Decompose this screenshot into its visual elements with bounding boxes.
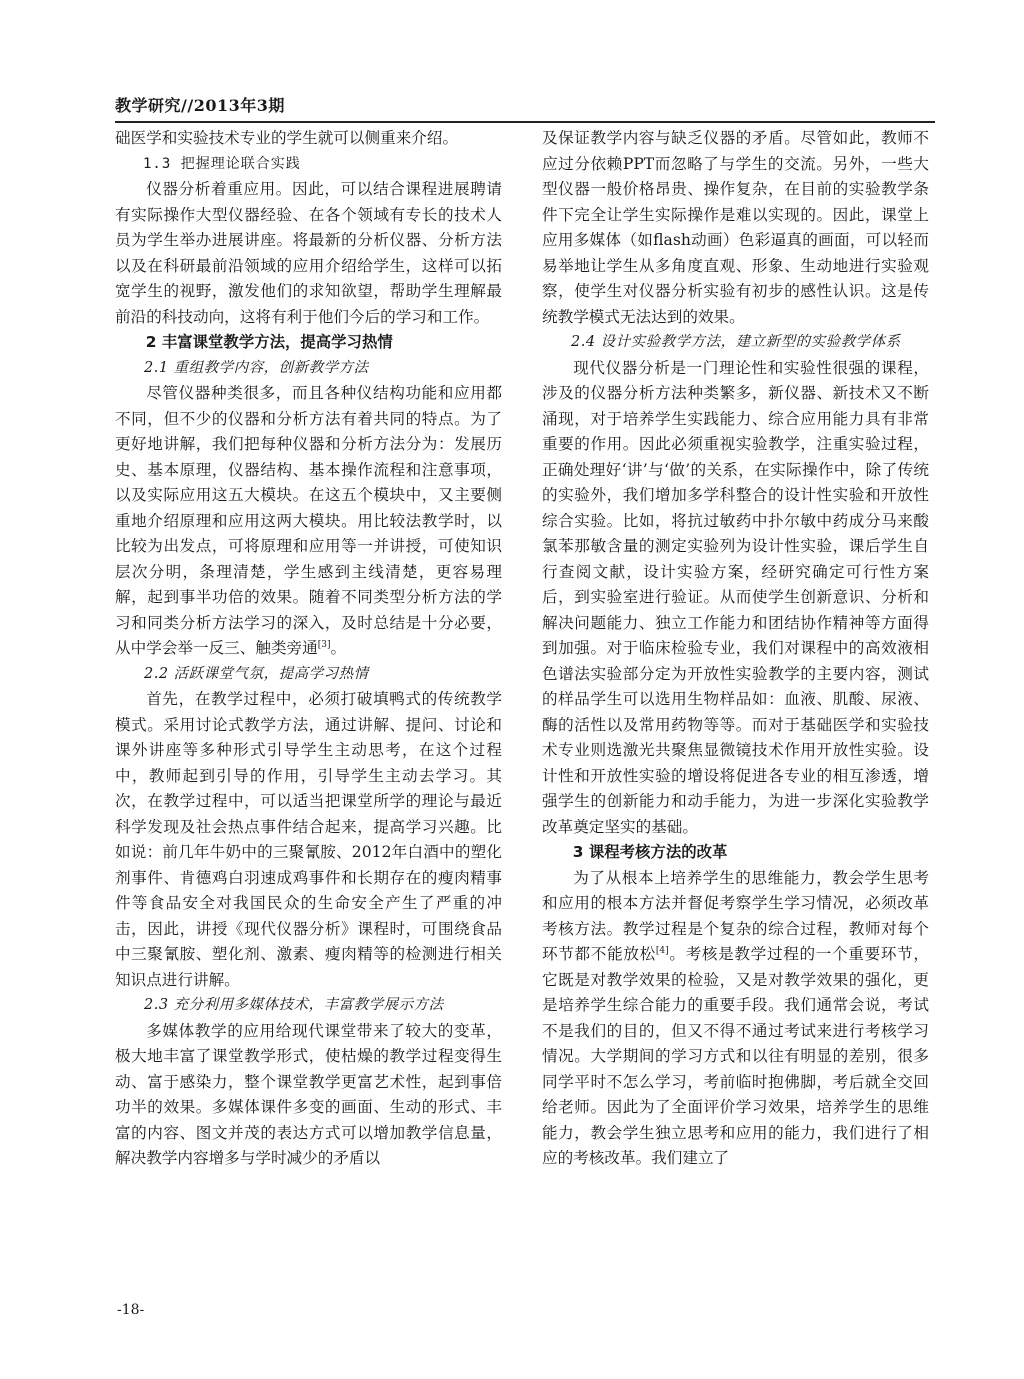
subsection-heading (115, 152, 502, 178)
paragraph-text: 1.3 把握理论联合实践 (143, 155, 301, 172)
paragraph (115, 687, 502, 993)
paragraph (115, 381, 502, 662)
left-column (115, 126, 502, 1172)
paragraph (542, 866, 929, 1172)
subsection-heading (115, 356, 502, 382)
paragraph-text: 仪器分析着重应用。因此，可以结合课程进展聘请有实际操作大型仪器经验、在各个领域有专长的技术人员为学生举办进展讲座。将最新的分析仪器、分析方法以及在科研最前沿领域的应用介绍给学生，这样可以拓宽学生的视野，激发他们的求知欲望，帮助学生理解最前沿的科技动向，这将有利于他们今后的学习和工作。 (115, 180, 502, 326)
subsection-heading (115, 662, 502, 688)
paragraph-text: 2.2 活跃课堂气氛，提高学习热情 (144, 665, 369, 682)
paragraph-text: 2.3 充分利用多媒体技术，丰富教学展示方法 (144, 997, 444, 1013)
paragraph-text: 尽管仪器种类很多，而且各种仪结构功能和应用都不同，但不少的仪器和分析方法有着共同的特点。为了更好地讲解，我们把每种仪器和分析方法分为：发展历史、基本原理，仪器结构、基本操作流程和注意事项，以及实际应用这五大模块。在这五个模块中，又主要侧重地介绍原理和应用这两大模块。用比较法教学时，以比较为出发点，可将原理和应用等一并讲授，可使知识层次分明，条理清楚，学生感到主线清楚，更容易理解，起到事半功倍的效果。随着不同类型分析方法的学习和同类分析方法学习的深入，及时总结是十分必要，从中学会举一反三、触类旁通 (115, 384, 502, 657)
paragraph (115, 1019, 502, 1172)
citation-marker: [3] (317, 639, 331, 650)
section-heading (115, 330, 502, 356)
paragraph-text: 及保证教学内容与缺乏仪器的矛盾。尽管如此，教师不应过分依赖PPT而忽略了与学生的交流。另外，一些大型仪器一般价格昂贵、操作复杂，在目前的实验教学条件下完全让学生实际操作是难以实现的。因此，课堂上应用多媒体（如flash动画）色彩逼真的画面，可以轻而易举地让学生从多角度直观、形象、生动地进行实验观察，使学生对仪器分析实验有初步的感性认识。这是传统教学模式无法达到的效果。 (542, 129, 929, 326)
paragraph-text: 础医学和实验技术专业的学生就可以侧重来介绍。 (115, 129, 459, 147)
subsection-heading (542, 330, 929, 356)
paragraph-text: 。考核是教学过程的一个重要环节，它既是对教学效果的检验，又是对教学效果的强化，更是培养学生综合能力的重要手段。我们通常会说，考试不是我们的目的，但又不得不通过考试来进行考核学习情况。大学期间的学习方式和以往有明显的差别，很多同学平时不怎么学习，考前临时抱佛脚，考后就全交回给老师。因此为了全面评价学习效果，培养学生的思维能力，教会学生独立思考和应用的能力，我们进行了相应的考核改革。我们建立了 (542, 945, 929, 1167)
citation-marker: [4] (655, 945, 669, 956)
section-heading (542, 840, 929, 866)
paragraph (115, 126, 502, 152)
paragraph-text: 多媒体教学的应用给现代课堂带来了较大的变革，极大地丰富了课堂教学形式，使枯燥的教学过程变得生动、富于感染力，整个课堂教学更富艺术性，起到事倍功半的效果。多媒体课件多变的画面、生动的形式、丰富的内容、图文并茂的表达方式可以增加教学信息量，解决教学内容增多与学时减少的矛盾以 (115, 1021, 502, 1167)
paragraph-text: 2.4 设计实验教学方法，建立新型的实验教学体系 (571, 334, 901, 350)
page-number: -18- (117, 1302, 145, 1318)
paragraph-text: 现代仪器分析是一门理论性和实验性很强的课程，涉及的仪器分析方法种类繁多，新仪器、新技术又不断涌现，对于培养学生实践能力、综合应用能力具有非常重要的作用。因此必须重视实验教学，注重实验过程，正确处理好‘讲’与‘做’的关系，在实际操作中，除了传统的实验外，我们增加多学科整合的设计性实验和开放性综合实验。比如，将抗过敏药中扑尔敏中药成分马来酸氯苯那敏含量的测定实验列为设计性实验，课后学生自行查阅文献，设计实验方案，经研究确定可行性方案后，到实验室进行验证。从而使学生创新意识、分析和解决问题能力、独立工作能力和团结协作精神等方面得到加强。对于临床检验专业，我们对课程中的高效液相色谱法实验部分定为开放性实验教学的主要内容，测试的样品学生可以选用生物样品如：血液、肌酸、尿液、酶的活性以及常用药物等等。而对于基础医学和实验技术专业则选激光共聚焦显微镜技术作用开放性实验。设计性和开放性实验的增设将促进各专业的相互渗透，增强学生的创新能力和动手能力，为进一步深化实验教学改革奠定坚实的基础。 (542, 358, 929, 836)
paragraph (542, 126, 929, 330)
paragraph-text: 3 课程考核方法的改革 (572, 843, 728, 861)
running-header (115, 93, 935, 119)
subsection-heading (115, 993, 502, 1019)
paragraph-text: 2 丰富课堂教学方法，提高学习热情 (145, 333, 393, 351)
paragraph-text: 。 (330, 639, 347, 657)
header-rule (115, 121, 935, 123)
journal-issue: 教学研究//2013年3期 (115, 96, 285, 115)
paragraph-text: 2.1 重组教学内容，创新教学方法 (144, 359, 369, 376)
paragraph-text: 首先，在教学过程中，必须打破填鸭式的传统教学模式。采用讨论式教学方法，通过讲解、提问、讨论和课外讲座等多种形式引导学生主动思考，在这个过程中，教师起到引导的作用，引导学生主动去学习。其次，在教学过程中，可以适当把课堂所学的理论与最近科学发现及社会热点事件结合起来，提高学习兴趣。比如说：前几年牛奶中的三聚氰胺、2012年白酒中的塑化剂事件、肯德鸡白羽速成鸡事件和长期存在的瘦肉精事件等食品安全对我国民众的生命安全产生了严重的冲击，因此，讲授《现代仪器分析》课程时，可围绕食品中三聚氰胺、塑化剂、激素、瘦肉精等的检测进行相关知识点进行讲解。 (115, 690, 502, 989)
paragraph (115, 177, 502, 330)
paragraph-text: 为了从根本上培养学生的思维能力，教会学生思考和应用的根本方法并督促考察学生学习情况，必须改革考核方法。教学过程是个复杂的综合过程，教师对每个环节都不能放松 (542, 868, 929, 963)
paragraph (542, 356, 929, 841)
right-column (542, 126, 929, 1172)
